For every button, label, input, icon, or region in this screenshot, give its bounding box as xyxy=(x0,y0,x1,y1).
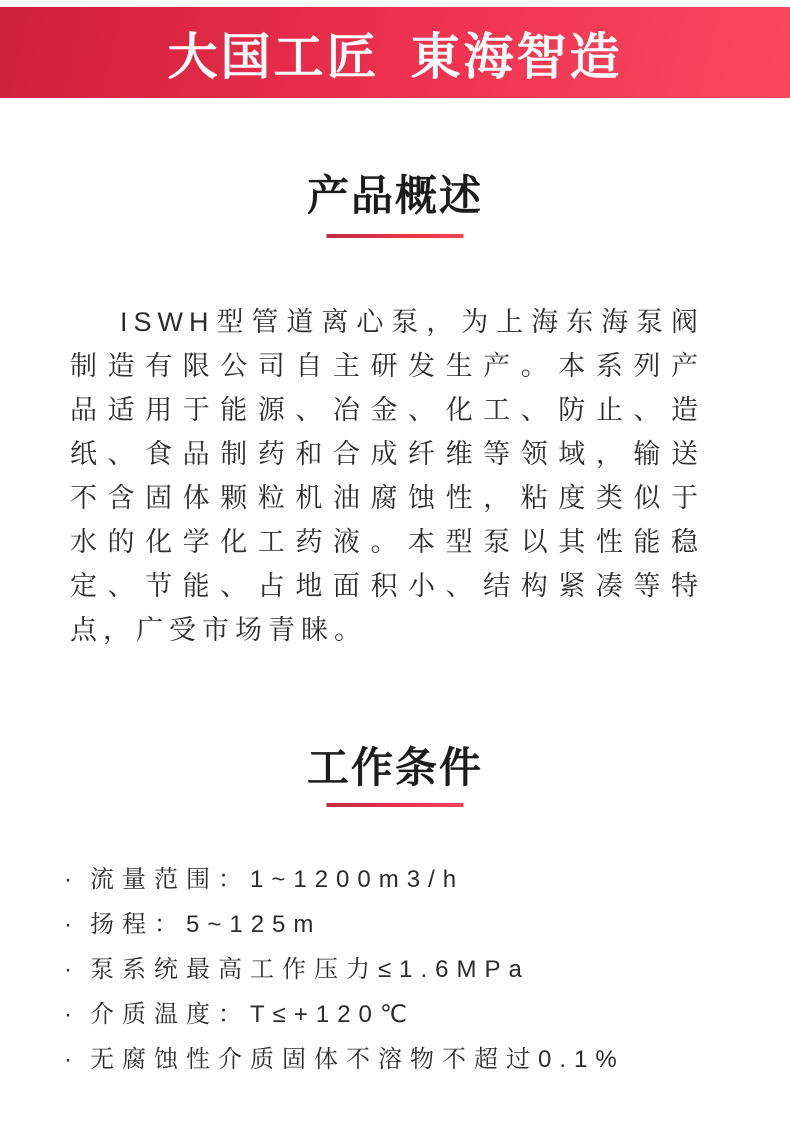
section-title-overview: 产品概述 xyxy=(306,172,483,219)
paragraph-line: 不含固体颗粒机油腐蚀性，粘度类似于 xyxy=(70,483,704,513)
paragraph-line: 点，广受市场青睐。 xyxy=(70,615,367,645)
bullet-dot-icon: · xyxy=(64,866,72,893)
paragraph-line: 制造有限公司自主研发生产。本系列产 xyxy=(70,351,704,381)
condition-text: 扬程：5~125m xyxy=(90,911,322,938)
paragraph-line: ISWH型管道离心泵，为上海东海泵阀 xyxy=(120,307,704,337)
condition-item xyxy=(64,902,744,947)
conditions-title-underline xyxy=(327,803,464,807)
condition-item xyxy=(64,857,744,902)
condition-text: 无腐蚀性介质固体不溶物不超过0.1% xyxy=(90,1046,625,1073)
header-banner xyxy=(0,7,790,98)
bullet-dot-icon: · xyxy=(64,956,72,983)
paragraph-line: 纸、食品制药和合成纤维等领域，输送 xyxy=(70,439,704,469)
condition-item xyxy=(64,1037,744,1082)
paragraph-line: 品适用于能源、冶金、化工、防止、造 xyxy=(70,395,704,425)
conditions-list xyxy=(64,857,744,1082)
condition-text: 泵系统最高工作压力≤1.6MPa xyxy=(90,956,530,983)
condition-text: 介质温度：T≤+120℃ xyxy=(90,1001,415,1028)
bullet-dot-icon: · xyxy=(64,1046,72,1073)
overview-title-underline xyxy=(327,234,464,238)
banner-title: 大国工匠 東海智造 xyxy=(167,28,623,85)
overview-paragraph xyxy=(70,300,704,652)
paragraph-line: 水的化学化工药液。本型泵以其性能稳 xyxy=(70,527,704,557)
bullet-dot-icon: · xyxy=(64,1001,72,1028)
paragraph-line: 定、节能、占地面积小、结构紧凑等特 xyxy=(70,571,704,601)
section-title-conditions: 工作条件 xyxy=(306,744,483,791)
condition-text: 流量范围：1~1200m3/h xyxy=(90,866,465,893)
bullet-dot-icon: · xyxy=(64,911,72,938)
condition-item xyxy=(64,947,744,992)
condition-item xyxy=(64,992,744,1037)
